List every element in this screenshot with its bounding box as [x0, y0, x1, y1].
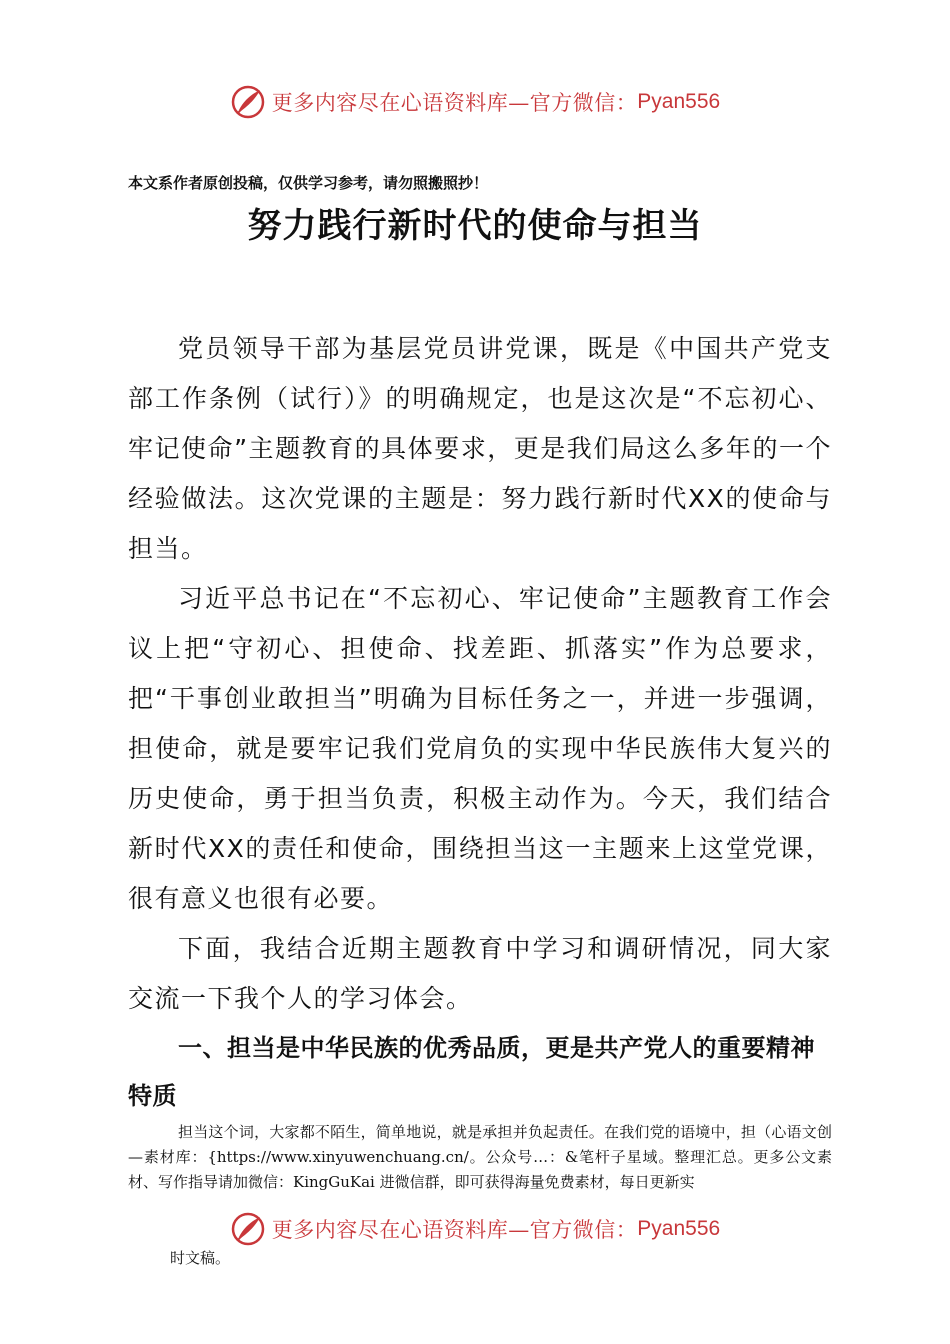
- banner-text: 更多内容尽在心语资料库—官方微信：: [271, 91, 638, 115]
- footer-watermark-banner: [0, 1207, 950, 1251]
- small-paragraph: 担当这个词，大家都不陌生，简单地说，就是承担并负起责任。在我们党的语境中，担（心语文创—素材库：{https://www.xinyuwenchuang.cn/。公众号…：&笔杆子星域。整理汇总。更多公文素材、写作指导请加微信：KingGuKai 进微信群，即可获得海量免费素材，每日更新实: [128, 1123, 832, 1191]
- originality-notice: 本文系作者原创投稿，仅供学习参考，请勿照搬照抄！: [128, 174, 489, 192]
- paragraph-2: 习近平总书记在“不忘初心、牢记使命”主题教育工作会议上把“守初心、担使命、找差距、抓落实”作为总要求，把“干事创业敢担当”明确为目标任务之一，并进一步强调，担使命，就是要牢记我们党肩负的实现中华民族伟大复兴的历史使命，勇于担当负责，积极主动作为。今天，我们结合新时代XX的责任和使命，围绕担当这一主题来上这堂党课，很有意义也很有必要。: [128, 584, 832, 913]
- paragraph-3: 下面，我结合近期主题教育中学习和调研情况，同大家交流一下我个人的学习体会。: [128, 934, 832, 1013]
- tail-text: 时文稿。: [170, 1249, 231, 1267]
- document-title: 努力践行新时代的使命与担当: [247, 206, 703, 246]
- section-heading-1: 一、担当是中华民族的优秀品质，更是共产党人的重要精神特质: [128, 1034, 815, 1110]
- document-body: [128, 324, 832, 1120]
- banner-text: 更多内容尽在心语资料库—官方微信：: [271, 1218, 638, 1242]
- banner-wechat-handle: Pyan556: [637, 1217, 721, 1240]
- quill-logo-icon: [230, 84, 266, 120]
- paragraph-1: 党员领导干部为基层党员讲党课，既是《中国共产党支部工作条例（试行）》的明确规定，也是这次是“不忘初心、牢记使命”主题教育的具体要求，更是我们局这么多年的一个经验做法。这次党课的主题是：努力践行新时代XX的使命与担当。: [128, 334, 832, 563]
- quill-logo-icon: [230, 1211, 266, 1247]
- banner-wechat-handle: Pyan556: [637, 90, 721, 113]
- header-watermark-banner: [0, 80, 950, 124]
